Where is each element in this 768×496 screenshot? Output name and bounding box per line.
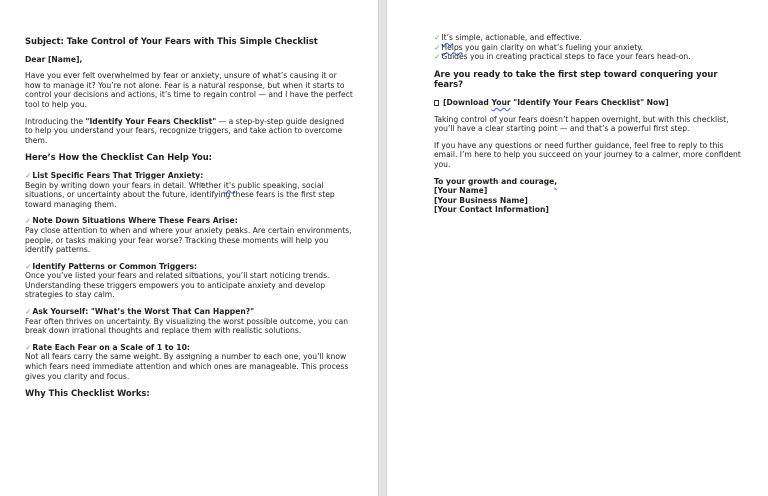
checklist-item-title	[25, 216, 354, 226]
intro-paragraph-1: Have you ever felt overwhelmed by fear or anxiety, unsure of what’s causing it or how to manage it? You’re not alone. Fear is a natural response, but when it starts to control your decisions and actions, it’s time to regain control — and I have the perfect tool to help you.	[25, 71, 353, 109]
benefit-text: simple, actionable, and effective.	[452, 33, 582, 42]
check-icon: ✓	[434, 33, 441, 42]
benefit-line-1	[434, 33, 748, 43]
intro-paragraph-2	[25, 117, 354, 146]
benefit-flagged: Helps	[441, 42, 463, 52]
benefit-line-3	[434, 52, 748, 62]
item-body-post: public speaking, social situations, or uncertainty about the future, identifying these fears is the first step toward managing them.	[25, 180, 335, 209]
signature-contact: [Your Contact Information]	[434, 205, 549, 215]
benefit-line-2	[434, 43, 748, 53]
checklist-name: "Identify Your Fears Checklist"	[85, 116, 217, 126]
check-icon: ✓	[25, 261, 32, 271]
checklist-item-title	[25, 171, 354, 181]
item-title-text: Ask Yourself: "What’s the Worst That Can Happen?"	[32, 307, 255, 317]
checklist-item-3	[25, 262, 354, 300]
item-title-text: Note Down Situations Where These Fears Arise	[32, 216, 235, 226]
benefit-flagged: It’s	[441, 33, 453, 42]
checklist-item-1	[25, 171, 354, 209]
intro-2-post: — a step-by-step guide designed to help you understand your fears, recognize triggers, and take action to overcome them.	[25, 116, 345, 145]
item-body: Pay close attention to when and where your anxiety peaks. Are certain environments, people, or tasks making your fear worse? Tracking these moments will help you identify patterns.	[25, 225, 352, 255]
closing-end: ,	[554, 176, 558, 186]
section-heading-why: Why This Checklist Works:	[25, 388, 150, 399]
checklist-item-title	[25, 307, 354, 317]
checklist-item-2	[25, 216, 354, 254]
intro-2-pre: Introducing the	[25, 116, 86, 126]
signature-name: [Your Name]	[434, 186, 488, 196]
item-title-end: :	[234, 216, 238, 226]
item-title-text: Rate Each Fear on a Scale of 1 to 10	[32, 342, 187, 352]
item-title-end: :	[200, 170, 204, 180]
item-body-flagged: it’s	[223, 180, 236, 190]
check-icon: ✓	[25, 342, 32, 352]
paragraph-questions: If you have any questions or need further guidance, feel free to reply to this email. I’m here to help you succeed on your journey to a calmer, more confident you.	[434, 140, 741, 169]
check-icon: ✓	[434, 42, 441, 52]
check-icon: ✓	[25, 307, 32, 317]
check-icon: ✓	[25, 170, 32, 180]
item-title-end: :	[186, 342, 190, 352]
checklist-item-4	[25, 307, 354, 336]
download-pre: [Download	[443, 97, 492, 107]
email-subject: Subject: Take Control of Your Fears with This Simple Checklist	[25, 36, 318, 46]
benefit-text: you gain clarity on what’s fueling your anxiety.	[462, 42, 644, 52]
download-link[interactable]	[434, 98, 748, 108]
item-body-pre: Begin by writing down your fears in detail. Whether	[25, 180, 224, 190]
item-title-text: Identify Patterns or Common Triggers	[32, 261, 195, 271]
closing-line	[434, 177, 748, 187]
checklist-item-title	[25, 262, 354, 272]
item-body: Not all fears carry the same weight. By assigning a number to each one, you’ll know which fears need immediate attention and which ones are manageable. This process gives you clarity and focus.	[25, 352, 349, 381]
item-body: Once you’ve listed your fears and related situations, you’ll start noticing trends. Understanding these triggers empowers you to anticipate anxiety and develop strategies to stay calm.	[25, 271, 330, 300]
download-post: "Identify Your Fears Checklist" Now]	[510, 97, 669, 107]
closing-text: To your growth and courage	[434, 176, 555, 186]
document-page-left[interactable]	[0, 0, 378, 496]
item-title-text: List Specific Fears That Trigger Anxiety	[32, 170, 201, 180]
document-page-right[interactable]	[387, 0, 768, 496]
item-body: Fear often thrives on uncertainty. By visualizing the worst possible outcome, you can break down irrational thoughts and replace them with realistic solutions.	[25, 316, 349, 336]
check-icon: ✓	[434, 52, 441, 62]
section-heading-help: Here’s How the Checklist Can Help You:	[25, 152, 213, 163]
check-icon: ✓	[25, 216, 32, 226]
checklist-item-title	[25, 343, 354, 353]
greeting: Dear [Name],	[25, 54, 83, 64]
paragraph-control: Taking control of your fears doesn’t happen overnight, but with this checklist, you’ll have a clear starting point — and that’s a powerful first step.	[434, 114, 729, 134]
checklist-item-5	[25, 343, 354, 381]
page-gutter	[378, 0, 387, 496]
checkbox-icon	[434, 100, 439, 106]
signature-business: [Your Business Name]	[434, 195, 528, 205]
item-title-end: :	[194, 261, 198, 271]
benefit-text: Guides you in creating practical steps to face your fears head-on.	[441, 52, 691, 62]
call-to-action-question: Are you ready to take the first step toward conquering your fears?	[434, 68, 718, 90]
download-flagged: Your	[491, 97, 511, 107]
